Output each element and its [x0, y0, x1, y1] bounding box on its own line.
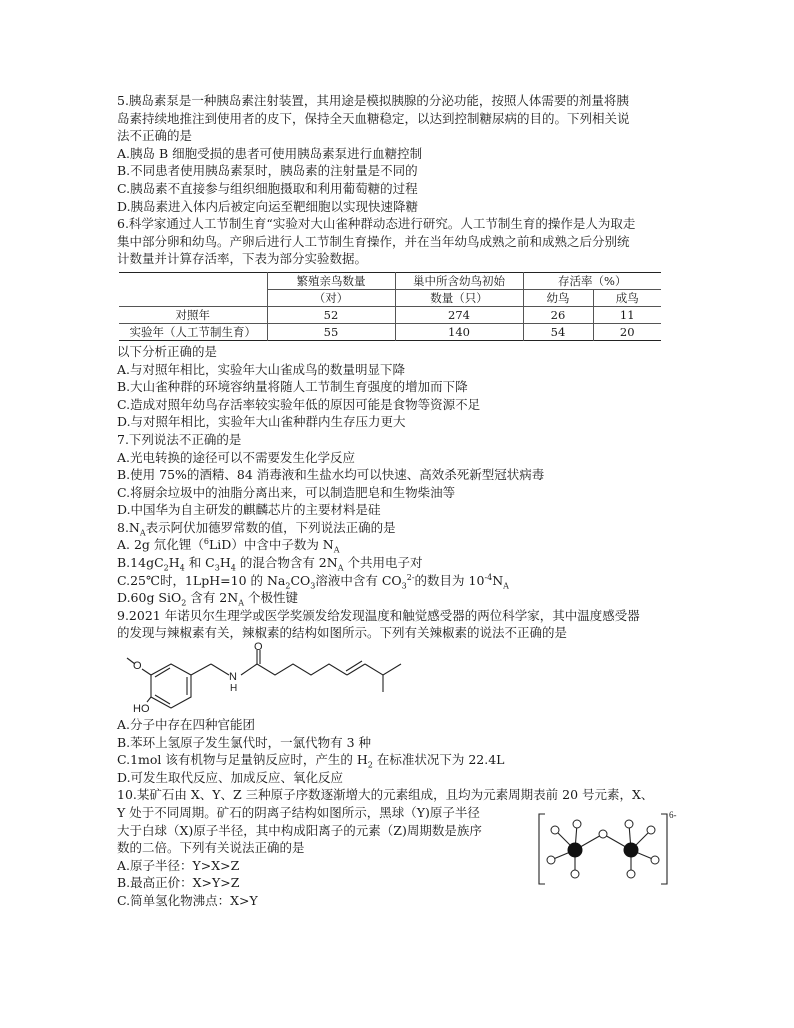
row-label: 实验年（人工节制生育） — [119, 323, 267, 340]
question-10 — [117, 786, 687, 909]
q5-option-d: D.胰岛素进入体内后被定向运至靶细胞以实现快速降糖 — [117, 198, 419, 214]
q10-stem-line: 大于白球（X)原子半径，其中构成阳离子的元素（Z)周期数是族序 — [117, 822, 482, 838]
q8-stem: $8.N_A$表示阿伏加德罗常数的值，下列说法正确的是 — [117, 519, 396, 538]
nitrogen-label: N — [229, 671, 237, 684]
q7-option-d: D.中国华为自主研发的麒麟芯片的主要材料是硅 — [117, 502, 381, 518]
white-atom — [627, 870, 635, 878]
q10-stem-line: 10.某矿石由 X、Y、Z 三种原子序数逐渐增大的元素组成，且均为元素周期表前 20 号元素，X、 — [117, 787, 654, 803]
cell-young: 26 — [523, 306, 593, 323]
oxygen-label: O — [254, 642, 263, 654]
q10-option-b: B.最高正价：X>Y>Z — [117, 875, 240, 891]
q9-stem-line: 的发现与辣椒素有关，辣椒素的结构如图所示。下列有关辣椒素的说法不正确的是 — [117, 625, 568, 641]
q6-stem-line: 计数量并计算存活率，下表为部分实验数据。 — [117, 251, 368, 267]
table-header-chicks: 巢中所含幼鸟初始 — [395, 272, 523, 289]
capsaicin-structure-diagram — [125, 642, 425, 716]
white-atom — [647, 826, 655, 834]
cell-chicks: 274 — [395, 306, 523, 323]
amide-hydrogen-label: H — [230, 683, 238, 695]
q10-option-c: C.简单氢化物沸点：X>Y — [117, 892, 258, 908]
q5-option-a: A.胰岛 B 细胞受损的患者可使用胰岛素泵进行血糖控制 — [117, 145, 423, 161]
experiment-data-table — [119, 272, 661, 341]
q9-option-d: D.可发生取代反应、加成反应、氧化反应 — [117, 769, 344, 785]
q7-option-c: C.将厨余垃圾中的油脂分离出来，可以制造肥皂和生物柴油等 — [117, 484, 456, 500]
q6-option-c: C.造成对照年幼鸟存活率较实验年低的原因可能是食物等资源不足 — [117, 396, 481, 412]
q6-option-b: B.大山雀种群的环境容纳量将随人工节制生育强度的增加而下降 — [117, 379, 468, 395]
q10-option-a: A.原子半径：Y>X>Z — [117, 857, 240, 873]
q7-stem: 7.下列说法不正确的是 — [117, 431, 242, 447]
table-row — [119, 323, 661, 340]
table-header-parents-unit: （对） — [267, 289, 395, 306]
table-corner-cell — [119, 272, 267, 306]
table-row — [119, 306, 661, 323]
cell-parents: 52 — [267, 306, 395, 323]
anion-structure-diagram — [535, 808, 685, 890]
exam-page — [117, 92, 687, 910]
hydroxyl-label: HO — [133, 703, 150, 716]
q9-option-b: B.苯环上氢原子发生氯代时，一氯代物有 3 种 — [117, 734, 372, 750]
white-atom — [571, 870, 579, 878]
q6-option-d: D.与对照年相比，实验年大山雀种群内生存压力更大 — [117, 414, 406, 430]
question-7 — [117, 431, 687, 519]
q8-option-d: D.60g SiO$_2$ 含有 $2N_A$ 个极性键 — [117, 590, 298, 608]
q7-option-b: B.使用 75%的酒精、84 消毒液和生盐水均可以快速、高效杀死新型冠状病毒 — [117, 467, 545, 483]
anion-charge-label: 6- — [669, 810, 677, 821]
cell-young: 54 — [523, 323, 593, 340]
methoxy-oxygen-label: O — [133, 660, 142, 673]
table-header-chicks-unit: 数量（只） — [395, 289, 523, 306]
cell-parents: 55 — [267, 323, 395, 340]
black-atom — [568, 843, 583, 858]
white-atom — [599, 830, 607, 838]
black-atom — [624, 843, 639, 858]
q10-stem-line: 数的二倍。下列有关说法正确的是 — [117, 840, 305, 856]
q8-option-b: $B.14gC_2H_4$ 和 $C_3H_4$ 的混合物含有 $2N_A$ 个共用电子对 — [117, 555, 423, 573]
white-atom — [547, 856, 555, 864]
q5-stem-line: 法不正确的是 — [117, 128, 193, 144]
white-atom — [551, 826, 559, 834]
question-5 — [117, 92, 687, 215]
q5-option-c: C.胰岛素不直接参与组织细胞摄取和利用葡萄糖的过程 — [117, 180, 418, 196]
question-9 — [117, 607, 687, 787]
cell-adult: 11 — [593, 306, 661, 323]
white-atom — [651, 856, 659, 864]
q9-option-a: A.分子中存在四种官能团 — [117, 717, 256, 733]
row-label: 对照年 — [119, 306, 267, 323]
cell-chicks: 140 — [395, 323, 523, 340]
table-header-parents: 繁殖亲鸟数量 — [267, 272, 395, 289]
q7-option-a: A.光电转换的途径可以不需要发生化学反应 — [117, 449, 356, 465]
capsaicin-structure — [117, 642, 687, 716]
q5-stem-line: 岛素持续地推注到使用者的皮下，保持全天血糖稳定，以达到控制糖尿病的目的。下列相关说 — [117, 110, 630, 126]
white-atom — [573, 820, 581, 828]
question-8 — [117, 519, 687, 607]
q9-option-c: C.1mol 该有机物与足量钠反应时，产生的 $H_2$ 在标准状况下为 22.4L — [117, 752, 505, 770]
q6-prompt: 以下分析正确的是 — [117, 343, 218, 359]
q6-option-a: A.与对照年相比，实验年大山雀成鸟的数量明显下降 — [117, 361, 406, 377]
question-6 — [117, 215, 687, 431]
table-header-young: 幼鸟 — [523, 289, 593, 306]
q5-stem-line: 5.胰岛素泵是一种胰岛素注射装置，其用途是模拟胰腺的分泌功能，按照人体需要的剂量将胰 — [117, 93, 629, 108]
q5-option-b: B.不同患者使用胰岛素泵时，胰岛素的注射量是不同的 — [117, 163, 418, 179]
table-header-adult: 成鸟 — [593, 289, 661, 306]
cell-adult: 20 — [593, 323, 661, 340]
q8-option-c: C.25℃时，1LpH=10 的 $Na_2CO_3$溶液中含有 $CO_3^{2-}$的数目为 $10^{-4}N_A$ — [117, 572, 509, 591]
q6-stem-line: 集中部分卵和幼鸟。产卵后进行人工节制生育操作，并在当年幼鸟成熟之前和成熟之后分别统 — [117, 233, 630, 249]
q6-stem-line: 6.科学家通过人工节制生育“实验对大山雀种群动态进行研究。人工节制生育的操作是人为取走 — [117, 216, 636, 232]
q10-stem-line: Y 处于不同周期。矿石的阴离子结构如图所示，黑球（Y)原子半径 — [117, 805, 480, 820]
q9-stem-line: 9.2021 年诺贝尔生理学或医学奖颁发给发现温度和触觉感受器的两位科学家，其中温度感受器 — [117, 607, 640, 623]
q8-option-a: A. 2g 氘化锂（$^6$LiD）中含中子数为 $N_A$ — [117, 537, 340, 555]
white-atom — [625, 820, 633, 828]
table-header-survival: 存活率（%） — [523, 272, 661, 289]
